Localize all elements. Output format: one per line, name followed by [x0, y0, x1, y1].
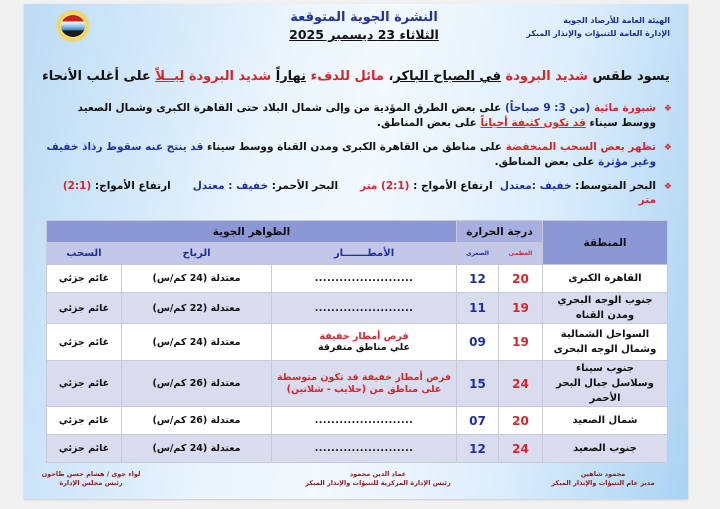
meteorological-authority-logo-icon — [54, 10, 92, 42]
red-sea-state: خفيف — [236, 180, 269, 192]
fog-time: (من 3: 9 صباحاً) — [504, 102, 591, 114]
sea-state-bullet — [44, 179, 674, 207]
organization-block — [526, 14, 670, 40]
department-name: الإدارة العامة للتنبؤات والإنذار المبكر — [526, 29, 670, 38]
rain-cell — [272, 293, 457, 324]
clouds-cell — [47, 293, 122, 324]
region-name: جنوب الصعيد — [573, 443, 637, 454]
summary-text: على أغلب الأنحاء — [42, 69, 156, 84]
summary-highlight: شديد البرودة — [188, 69, 272, 84]
rain-cell — [272, 407, 457, 435]
summary-highlight: مائل للدفء — [310, 69, 384, 84]
bulletin-date: الثلاثاء 23 ديسمبر 2025 — [289, 27, 439, 42]
wind-text: معتدلة (24 كم/س) — [152, 443, 241, 454]
wind-cell — [122, 293, 272, 324]
rain-text: ........................ — [314, 443, 414, 454]
wind-cell — [122, 407, 272, 435]
rain-text-line2: على مناطق من (حلايب - شلاتين) — [286, 383, 442, 395]
signature-title: رئيس مجلس الإدارة — [59, 479, 123, 487]
min-temp: 11 — [469, 301, 486, 315]
clouds-text: غائم جزئي — [58, 336, 110, 348]
min-temp: 12 — [469, 441, 486, 456]
clouds-bullet — [44, 140, 674, 170]
red-sea-label: البحر الأحمر: — [268, 180, 339, 192]
table-row — [47, 265, 668, 293]
header-phenomena: الظواهر الجوية — [47, 221, 457, 243]
summary-underlined: نهاراً — [275, 69, 307, 84]
red-sea-waves-value: (2:1) متر — [62, 180, 656, 206]
clouds-text-end: على بعض المناطق. — [494, 156, 599, 168]
region-name: القاهرة الكبرى — [568, 273, 642, 284]
max-temp: 24 — [512, 441, 529, 456]
header-clouds: السحب — [47, 243, 122, 265]
signature-name: لواء جوى / هشام حسن طاحون — [41, 470, 141, 478]
bulletin-title-block — [244, 10, 484, 42]
region-cell — [543, 407, 668, 435]
forecast-table — [46, 220, 668, 463]
table-row — [47, 324, 668, 361]
wind-text: معتدلة (24 كم/س) — [152, 273, 241, 284]
clouds-cell — [47, 361, 122, 407]
max-temp-cell — [499, 265, 543, 293]
wind-cell — [122, 361, 272, 407]
max-temp-cell — [499, 324, 543, 361]
region-name: السواحل الشمالية — [560, 329, 650, 340]
rain-cell — [272, 361, 457, 407]
max-temp: 24 — [512, 376, 529, 391]
summary-highlight: ليــلاً — [155, 69, 185, 84]
clouds-cell — [47, 435, 122, 463]
clouds-text: غائم جزئي — [58, 443, 110, 454]
weather-summary — [34, 69, 678, 84]
rain-text: ........................ — [314, 415, 414, 426]
signature-title: رئيس الإدارة المركزية للتنبؤات والإنذار المبكر — [305, 479, 451, 487]
bullet-diamond-icon: ❖ — [663, 182, 672, 192]
region-name: شمال الصعيد — [572, 415, 638, 426]
bullet-diamond-icon: ❖ — [663, 143, 672, 153]
organization-name: الهيئة العامة للأرصاد الجوية — [563, 16, 670, 25]
clouds-text: غائم جزئي — [58, 415, 110, 426]
clouds-text: غائم جزئي — [58, 273, 110, 284]
min-temp: 07 — [469, 413, 486, 428]
min-temp: 12 — [469, 271, 486, 286]
weather-bulletin-sheet — [24, 4, 688, 499]
signatures — [24, 470, 688, 498]
table-row — [47, 435, 668, 463]
summary-highlight: شديد البرودة — [505, 69, 588, 84]
rain-text-line2: علي مناطق متفرقة — [318, 342, 410, 353]
table-row — [47, 407, 668, 435]
fog-bullet — [44, 101, 674, 131]
summary-underlined: في الصباح الباكر — [393, 69, 502, 84]
min-temp-cell — [457, 407, 499, 435]
max-temp-cell — [499, 407, 543, 435]
min-temp-cell — [457, 324, 499, 361]
red-sea-waves-label: ارتفاع الأمواج: — [91, 180, 171, 192]
header-max-temp: العظمى — [499, 243, 543, 265]
min-temp-cell — [457, 435, 499, 463]
bullet-diamond-icon: ❖ — [663, 104, 672, 114]
rain-cell — [272, 324, 457, 361]
max-temp-cell — [499, 293, 543, 324]
region-name-line2: وشمال الوجه البحرى — [553, 344, 657, 355]
mediterranean-state: خفيف :معتدل — [499, 180, 572, 192]
bulletin-details — [44, 101, 674, 216]
region-cell — [543, 293, 668, 324]
max-temp-cell — [499, 435, 543, 463]
wind-cell — [122, 324, 272, 361]
min-temp: 09 — [469, 335, 486, 349]
mediterranean-waves-label: ارتفاع الأمواج : — [409, 180, 493, 192]
region-cell — [543, 265, 668, 293]
min-temp-cell — [457, 293, 499, 324]
fog-text-end: على بعض المناطق. — [377, 117, 481, 129]
header-rain: الأمطـــــــار — [272, 243, 457, 265]
min-temp: 15 — [469, 376, 486, 391]
signature-central-head — [278, 470, 478, 488]
signature-chairman — [36, 470, 146, 488]
signature-forecast-director — [538, 470, 668, 488]
mediterranean-label: البحر المتوسط: — [571, 180, 656, 192]
table-row — [47, 293, 668, 324]
clouds-cell — [47, 407, 122, 435]
logo-emblem — [61, 15, 85, 37]
clouds-title: تظهر بعض السحب المنخفضة — [505, 141, 656, 153]
signature-title: مدير عام التنبؤات والإنذار المبكر — [551, 479, 655, 487]
red-sea-state-2: : معتدل — [192, 180, 237, 192]
clouds-text: على مناطق من القاهرة الكبرى ومدن القناة ووسط سيناء — [203, 141, 506, 153]
min-temp-cell — [457, 361, 499, 407]
rain-text: ........................ — [314, 302, 414, 314]
rain-cell — [272, 265, 457, 293]
wind-cell — [122, 435, 272, 463]
region-cell — [543, 435, 668, 463]
table-row — [47, 361, 668, 407]
signature-name: محمود شاهين — [580, 470, 626, 478]
mediterranean-waves-value: (2:1) متر — [360, 180, 410, 192]
region-name: جنوب سيناء — [576, 363, 634, 374]
bulletin-title: النشرة الجوية المتوقعة — [290, 10, 438, 25]
header-temperature: درجة الحرارة — [457, 221, 543, 243]
rain-text: ........................ — [314, 273, 414, 284]
max-temp: 19 — [512, 301, 529, 315]
min-temp-cell — [457, 265, 499, 293]
max-temp-cell — [499, 361, 543, 407]
region-name-line2: وسلاسل جبال البحر الأحمر — [556, 378, 654, 404]
header-min-temp: الصغرى — [457, 243, 499, 265]
wind-cell — [122, 265, 272, 293]
fog-text: على بعض الطرق المؤدية من وإلى شمال البلاد حتى القاهرة الكبرى وشمال الصعيد ووسط سيناء — [77, 102, 656, 129]
wind-text: معتدلة (26 كم/س) — [152, 378, 241, 389]
max-temp: 20 — [512, 413, 529, 428]
summary-text: ، — [383, 69, 394, 84]
summary-text: يسود طقس — [587, 69, 670, 84]
region-cell — [543, 361, 668, 407]
signature-name: عماد الدين محمود — [349, 470, 407, 478]
rain-text: فرص أمطار خفيفة قد تكون متوسطة — [277, 371, 451, 383]
wind-text: معتدلة (24 كم/س) — [152, 336, 241, 348]
max-temp: 19 — [512, 335, 529, 349]
clouds-text: غائم جزئي — [58, 378, 110, 389]
wind-text: معتدلة (22 كم/س) — [152, 302, 241, 314]
rain-text: فرص أمطار خفيفة — [319, 331, 409, 342]
region-name: جنوب الوجه البحري ومدن القناه — [557, 295, 653, 321]
max-temp: 20 — [512, 271, 529, 286]
rain-cell — [272, 435, 457, 463]
wind-text: معتدلة (26 كم/س) — [152, 415, 241, 426]
fog-highlight: قد تكون كثيفة أحياناً — [480, 117, 586, 129]
header-wind: الرياح — [122, 243, 272, 265]
header-region: المنطقة — [543, 221, 668, 265]
clouds-cell — [47, 324, 122, 361]
clouds-text: غائم جزئي — [58, 302, 110, 314]
clouds-cell — [47, 265, 122, 293]
region-cell — [543, 324, 668, 361]
fog-title: شبورة مائية — [590, 102, 656, 114]
clouds-highlight: قد ينتج عنه سقوط رذاذ خفيف وغير مؤثرة — [46, 141, 656, 168]
